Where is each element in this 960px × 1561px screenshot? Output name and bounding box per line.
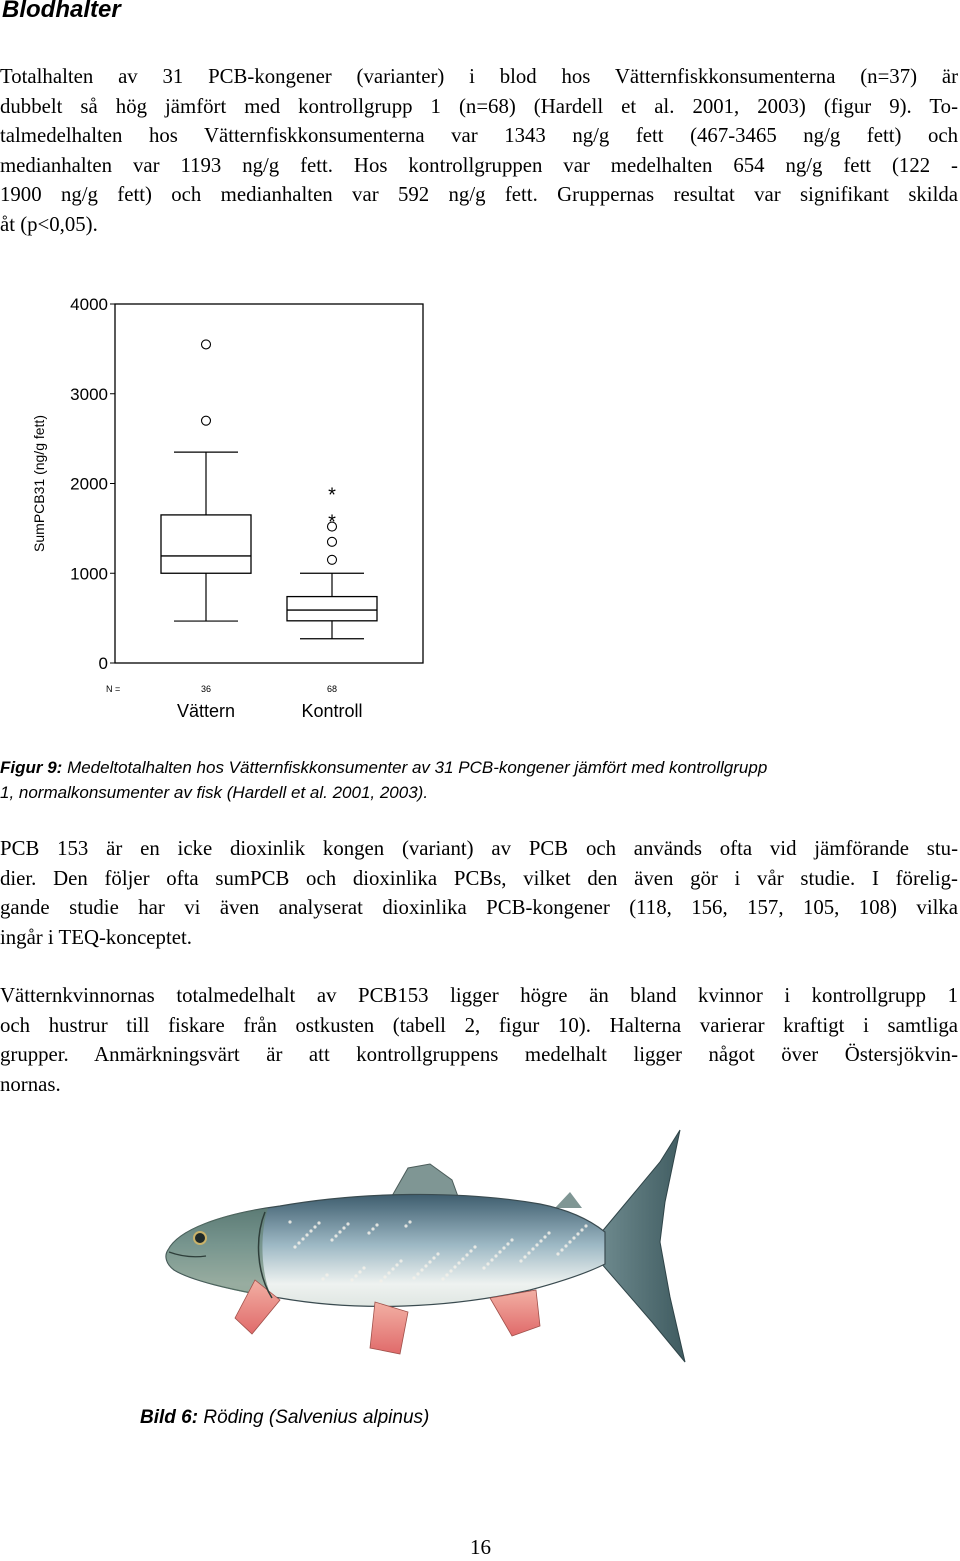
fish-spot <box>408 1220 411 1223</box>
box <box>287 597 377 621</box>
text-line: dier. Den följer ofta sumPCB och dioxinlika PCBs, vilket den även gör i vår studie. I förelig- <box>0 866 958 890</box>
fish-spot <box>412 1276 415 1279</box>
fish-spot <box>453 1265 456 1268</box>
fish-spot <box>556 1252 559 1255</box>
fish-spot <box>383 1275 386 1278</box>
fish-spot <box>465 1253 468 1256</box>
fish-spot <box>416 1272 419 1275</box>
fish-spot <box>498 1250 501 1253</box>
fish-spot <box>510 1238 513 1241</box>
fish-spot <box>494 1254 497 1257</box>
text-line: ingår i TEQ-konceptet. <box>0 925 192 949</box>
fish-spot <box>568 1240 571 1243</box>
group-n-label: 68 <box>326 684 338 694</box>
fish-spot <box>584 1224 587 1227</box>
fish-spot <box>572 1236 575 1239</box>
text-line: nornas. <box>0 1072 61 1096</box>
adipose-fin <box>555 1192 582 1208</box>
y-axis-label: SumPCB31 (ng/g fett) <box>31 415 47 552</box>
paragraph-blood-levels <box>0 62 958 239</box>
fish-spot <box>457 1261 460 1264</box>
figure-caption-text: 1, normalkonsumenter av fisk (Hardell et al. 2001, 2003). <box>0 783 429 802</box>
group-label: Vättern <box>176 701 236 720</box>
fish-spot <box>375 1223 378 1226</box>
group-n-label: 36 <box>200 684 212 694</box>
fish-spot <box>301 1237 304 1240</box>
group-label: Kontroll <box>301 701 363 720</box>
fish-spot <box>358 1270 361 1273</box>
fish-spot <box>334 1234 337 1237</box>
paragraph-women-levels <box>0 981 958 1099</box>
anal-fin <box>490 1290 540 1336</box>
fish-spot <box>449 1269 452 1272</box>
fish-spot <box>535 1243 538 1246</box>
fish-spot <box>313 1225 316 1228</box>
char-fish-illustration <box>160 1122 730 1382</box>
fish-spot <box>379 1279 382 1282</box>
text-line: PCB 153 är en icke dioxinlik kongen (variant) av PCB och används ofta vid jämförande stu- <box>0 837 958 860</box>
fish-spot <box>428 1260 431 1263</box>
fish-spot <box>346 1222 349 1225</box>
fish-spot <box>539 1239 542 1242</box>
y-tick-label: 1000 <box>70 564 108 584</box>
fish-spot <box>543 1235 546 1238</box>
pelvic-fin <box>370 1302 408 1354</box>
outlier-point <box>202 340 211 349</box>
page-number: 16 <box>470 1535 491 1559</box>
section-heading: Blodhalter <box>2 0 121 23</box>
outlier-point <box>328 537 337 546</box>
fish-spot <box>564 1244 567 1247</box>
box <box>161 515 251 573</box>
fish-spot <box>473 1245 476 1248</box>
fish-spot <box>547 1231 550 1234</box>
fish-spot <box>317 1221 320 1224</box>
fish-spot <box>404 1224 407 1227</box>
fish-spot <box>399 1259 402 1262</box>
image-caption-label: Bild 6: <box>140 1407 199 1428</box>
fish-spot <box>362 1266 365 1269</box>
figure-caption-text: Medeltotalhalten hos Vätternfiskkonsumenter av 31 PCB-kongener jämfört med kontrollgrupp <box>62 758 768 777</box>
image-caption-text: Röding (Salvenius alpinus) <box>198 1407 430 1428</box>
fish-spot <box>342 1226 345 1229</box>
text-line: medianhalten var 1193 ng/g fett. Hos kontrollgruppen var medelhalten 654 ng/g fett (122 - <box>0 153 958 177</box>
fish-spot <box>330 1238 333 1241</box>
fish-spot <box>482 1266 485 1269</box>
fish-spot <box>391 1267 394 1270</box>
n-label: N = <box>106 684 121 694</box>
text-line: åt (p<0,05). <box>0 212 98 236</box>
text-line: Totalhalten av 31 PCB-kongener (varianter) i blod hos Vätternfiskkonsumenterna (n=37) är <box>0 65 958 88</box>
fish-spot <box>432 1256 435 1259</box>
fish-spot <box>338 1230 341 1233</box>
figure-caption <box>0 755 960 805</box>
fish-spot <box>387 1271 390 1274</box>
outlier-point <box>328 555 337 564</box>
text-line: Vätternkvinnornas totalmedelhalt av PCB153 ligger högre än bland kvinnor i kontrollgrupp 1 <box>0 984 958 1007</box>
figure-caption-label: Figur 9: <box>0 758 63 777</box>
fish-spot <box>436 1252 439 1255</box>
fish-spot <box>560 1248 563 1251</box>
fish-eye <box>194 1232 206 1244</box>
fish-spot <box>305 1233 308 1236</box>
y-tick-label: 2000 <box>70 474 108 494</box>
fish-spot <box>461 1257 464 1260</box>
fish-spot <box>506 1242 509 1245</box>
fish-spot <box>371 1227 374 1230</box>
fish-spot <box>531 1247 534 1250</box>
fish-spot <box>490 1258 493 1261</box>
fish-spot <box>424 1264 427 1267</box>
fish-spot <box>486 1262 489 1265</box>
outlier-point <box>202 416 211 425</box>
fish-spot <box>350 1278 353 1281</box>
fish-spot <box>354 1274 357 1277</box>
fish-spot <box>321 1277 324 1280</box>
text-line: och hustrur till fiskare från ostkusten (tabell 2, figur 10). Halterna varierar kraftigt i samtliga <box>0 1013 958 1037</box>
fish-spot <box>523 1255 526 1258</box>
extreme-point: * <box>328 511 336 534</box>
fish-spot <box>420 1268 423 1271</box>
y-tick-label: 3000 <box>70 384 108 404</box>
fish-spot <box>325 1273 328 1276</box>
text-line: dubbelt så hög jämfört med kontrollgrupp 1 (n=68) (Hardell et al. 2001, 2003) (figur 9). To- <box>0 94 958 118</box>
y-tick-label: 0 <box>98 654 108 673</box>
fish-spot <box>395 1263 398 1266</box>
fish-spot <box>445 1273 448 1276</box>
fish-spot <box>288 1220 291 1223</box>
fish-spot <box>576 1232 579 1235</box>
extreme-point: * <box>328 484 336 507</box>
text-line: 1900 ng/g fett) och medianhalten var 592 ng/g fett. Gruppernas resultat var signifikant skilda <box>0 183 958 206</box>
fish-spot <box>502 1246 505 1249</box>
fish-spot <box>297 1241 300 1244</box>
fish-spot <box>580 1228 583 1231</box>
boxplot-figure <box>0 280 460 720</box>
fish-spot <box>469 1249 472 1252</box>
y-tick-label: 4000 <box>70 295 108 314</box>
tail-fin <box>600 1130 685 1362</box>
fish-spot <box>527 1251 530 1254</box>
text-line: grupper. Anmärkningsvärt är att kontrollgruppens medelhalt ligger något över Östersjökvin- <box>0 1043 958 1066</box>
fish-spot <box>441 1277 444 1280</box>
fish-spot <box>519 1259 522 1262</box>
image-caption <box>140 1407 429 1429</box>
fish-spot <box>367 1231 370 1234</box>
fish-spot <box>309 1229 312 1232</box>
fish-spot <box>293 1245 296 1248</box>
paragraph-pcb153 <box>0 834 958 952</box>
text-line: gande studie har vi även analyserat dioxinlika PCB-kongener (118, 156, 157, 105, 108) vilka <box>0 896 958 919</box>
text-line: talmedelhalten hos Vätternfiskkonsumenterna var 1343 ng/g fett (467-3465 ng/g fett) och <box>0 124 958 147</box>
